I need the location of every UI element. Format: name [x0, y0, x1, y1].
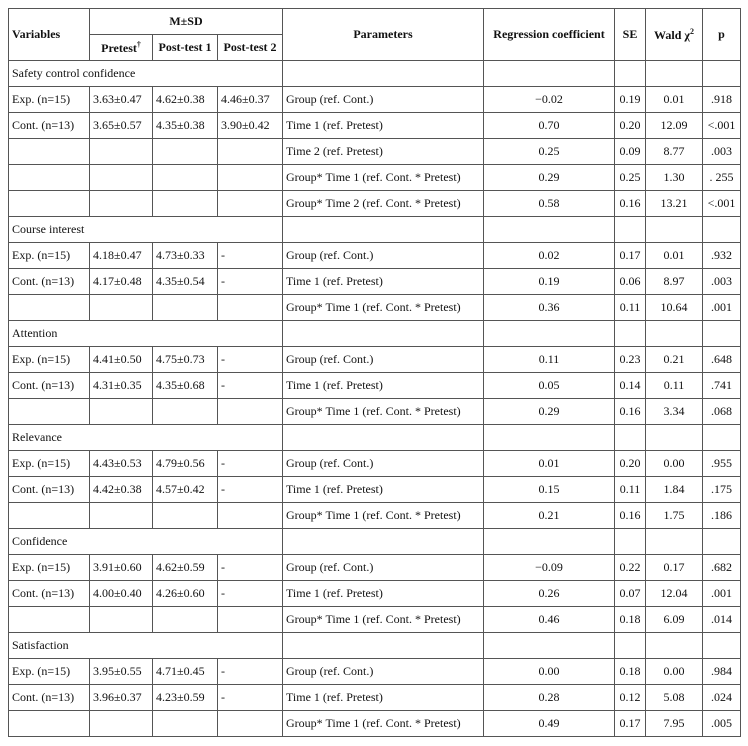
cell-p: . 255	[703, 165, 741, 191]
cell-se: 0.06	[615, 269, 646, 295]
cell-pretest: 3.63±0.47	[90, 87, 153, 113]
cell-p: <.001	[703, 191, 741, 217]
cell-post1	[153, 711, 218, 737]
header-coef: Regression coefficient	[484, 9, 615, 61]
cell-coef: 0.49	[484, 711, 615, 737]
table-row	[9, 555, 741, 581]
cell-parameter: Time 1 (ref. Pretest)	[283, 113, 484, 139]
section-row	[9, 633, 741, 659]
cell-se: 0.17	[615, 243, 646, 269]
cell-coef: 0.29	[484, 165, 615, 191]
empty-cell	[484, 321, 615, 347]
table-row	[9, 113, 741, 139]
cell-wald: 5.08	[646, 685, 703, 711]
table-row	[9, 347, 741, 373]
cell-post1: 4.75±0.73	[153, 347, 218, 373]
cell-post1: 4.26±0.60	[153, 581, 218, 607]
cell-pretest: 4.00±0.40	[90, 581, 153, 607]
cell-se: 0.16	[615, 399, 646, 425]
header-pretest-mark: †	[136, 39, 141, 49]
table-row	[9, 165, 741, 191]
cell-coef: 0.19	[484, 269, 615, 295]
cell-group	[9, 295, 90, 321]
cell-wald: 10.64	[646, 295, 703, 321]
header-wald-sup: 2	[689, 26, 694, 36]
empty-cell	[646, 217, 703, 243]
cell-wald: 3.34	[646, 399, 703, 425]
header-wald-label: Wald χ	[654, 27, 690, 42]
cell-group: Cont. (n=13)	[9, 113, 90, 139]
cell-parameter: Group* Time 1 (ref. Cont. * Pretest)	[283, 399, 484, 425]
cell-post1: 4.79±0.56	[153, 451, 218, 477]
empty-cell	[484, 633, 615, 659]
table-row	[9, 399, 741, 425]
cell-group: Exp. (n=15)	[9, 659, 90, 685]
cell-post1: 4.23±0.59	[153, 685, 218, 711]
cell-pretest	[90, 191, 153, 217]
cell-p: .984	[703, 659, 741, 685]
cell-group	[9, 191, 90, 217]
table-row	[9, 451, 741, 477]
table-row	[9, 581, 741, 607]
empty-cell	[646, 633, 703, 659]
cell-post2: -	[218, 243, 283, 269]
cell-post2	[218, 711, 283, 737]
cell-post2	[218, 503, 283, 529]
empty-cell	[484, 217, 615, 243]
cell-pretest: 3.95±0.55	[90, 659, 153, 685]
cell-group: Cont. (n=13)	[9, 685, 90, 711]
cell-p: .005	[703, 711, 741, 737]
cell-parameter: Group (ref. Cont.)	[283, 659, 484, 685]
cell-p: .955	[703, 451, 741, 477]
cell-wald: 7.95	[646, 711, 703, 737]
header-pretest-label: Pretest	[101, 40, 137, 55]
cell-p: .648	[703, 347, 741, 373]
section-title: Relevance	[9, 425, 283, 451]
cell-pretest: 4.31±0.35	[90, 373, 153, 399]
cell-parameter: Time 1 (ref. Pretest)	[283, 581, 484, 607]
cell-group	[9, 139, 90, 165]
section-title: Course interest	[9, 217, 283, 243]
cell-post2	[218, 139, 283, 165]
section-row	[9, 321, 741, 347]
cell-wald: 0.01	[646, 87, 703, 113]
cell-p: .014	[703, 607, 741, 633]
table-row	[9, 269, 741, 295]
header-post1: Post-test 1	[153, 35, 218, 61]
cell-coef: 0.21	[484, 503, 615, 529]
empty-cell	[646, 61, 703, 87]
cell-pretest	[90, 399, 153, 425]
cell-group: Exp. (n=15)	[9, 555, 90, 581]
table-row	[9, 373, 741, 399]
section-row	[9, 529, 741, 555]
cell-post2: -	[218, 373, 283, 399]
cell-post2	[218, 295, 283, 321]
cell-p: .001	[703, 581, 741, 607]
section-title: Safety control confidence	[9, 61, 283, 87]
cell-parameter: Group* Time 1 (ref. Cont. * Pretest)	[283, 295, 484, 321]
empty-cell	[484, 61, 615, 87]
cell-group	[9, 165, 90, 191]
cell-post2	[218, 607, 283, 633]
empty-cell	[283, 529, 484, 555]
header-se: SE	[615, 9, 646, 61]
header-p: p	[703, 9, 741, 61]
empty-cell	[283, 425, 484, 451]
empty-cell	[484, 425, 615, 451]
cell-pretest: 3.96±0.37	[90, 685, 153, 711]
cell-p: .741	[703, 373, 741, 399]
cell-coef: 0.36	[484, 295, 615, 321]
cell-post2: -	[218, 269, 283, 295]
cell-se: 0.11	[615, 477, 646, 503]
cell-pretest	[90, 503, 153, 529]
cell-post1: 4.73±0.33	[153, 243, 218, 269]
cell-wald: 1.75	[646, 503, 703, 529]
empty-cell	[615, 321, 646, 347]
table-row	[9, 87, 741, 113]
cell-se: 0.12	[615, 685, 646, 711]
table-row	[9, 295, 741, 321]
empty-cell	[703, 321, 741, 347]
empty-cell	[615, 61, 646, 87]
empty-cell	[283, 217, 484, 243]
section-row	[9, 425, 741, 451]
cell-post1	[153, 165, 218, 191]
cell-wald: 12.09	[646, 113, 703, 139]
header-pretest	[90, 35, 153, 61]
cell-post1: 4.71±0.45	[153, 659, 218, 685]
cell-wald: 12.04	[646, 581, 703, 607]
cell-se: 0.16	[615, 191, 646, 217]
cell-parameter: Group* Time 1 (ref. Cont. * Pretest)	[283, 607, 484, 633]
cell-coef: 0.00	[484, 659, 615, 685]
cell-wald: 0.21	[646, 347, 703, 373]
cell-post2: -	[218, 581, 283, 607]
cell-post2	[218, 399, 283, 425]
empty-cell	[703, 217, 741, 243]
cell-coef: 0.46	[484, 607, 615, 633]
cell-parameter: Time 1 (ref. Pretest)	[283, 477, 484, 503]
cell-parameter: Group (ref. Cont.)	[283, 347, 484, 373]
cell-se: 0.16	[615, 503, 646, 529]
empty-cell	[283, 61, 484, 87]
table-row	[9, 711, 741, 737]
cell-p: .001	[703, 295, 741, 321]
cell-parameter: Time 1 (ref. Pretest)	[283, 269, 484, 295]
cell-pretest: 3.91±0.60	[90, 555, 153, 581]
cell-parameter: Group* Time 1 (ref. Cont. * Pretest)	[283, 711, 484, 737]
cell-se: 0.18	[615, 607, 646, 633]
cell-p: .024	[703, 685, 741, 711]
cell-post2: -	[218, 451, 283, 477]
cell-post2: -	[218, 477, 283, 503]
table-row	[9, 139, 741, 165]
cell-pretest	[90, 165, 153, 191]
cell-se: 0.20	[615, 451, 646, 477]
cell-post1: 4.35±0.68	[153, 373, 218, 399]
cell-parameter: Time 1 (ref. Pretest)	[283, 685, 484, 711]
cell-pretest: 4.18±0.47	[90, 243, 153, 269]
cell-se: 0.07	[615, 581, 646, 607]
empty-cell	[646, 425, 703, 451]
cell-wald: 0.17	[646, 555, 703, 581]
cell-pretest	[90, 139, 153, 165]
empty-cell	[615, 425, 646, 451]
cell-coef: 0.02	[484, 243, 615, 269]
empty-cell	[646, 529, 703, 555]
cell-pretest: 4.17±0.48	[90, 269, 153, 295]
cell-p: .682	[703, 555, 741, 581]
empty-cell	[646, 321, 703, 347]
cell-parameter: Group (ref. Cont.)	[283, 87, 484, 113]
cell-p: .186	[703, 503, 741, 529]
table-body	[9, 61, 741, 737]
table-row	[9, 503, 741, 529]
cell-coef: −0.09	[484, 555, 615, 581]
section-row	[9, 61, 741, 87]
cell-parameter: Group* Time 1 (ref. Cont. * Pretest)	[283, 503, 484, 529]
cell-wald: 8.97	[646, 269, 703, 295]
section-title: Confidence	[9, 529, 283, 555]
cell-wald: 8.77	[646, 139, 703, 165]
cell-se: 0.17	[615, 711, 646, 737]
cell-post1: 4.62±0.59	[153, 555, 218, 581]
cell-coef: 0.05	[484, 373, 615, 399]
cell-post1: 4.57±0.42	[153, 477, 218, 503]
empty-cell	[283, 633, 484, 659]
cell-se: 0.20	[615, 113, 646, 139]
table-row	[9, 659, 741, 685]
section-title: Satisfaction	[9, 633, 283, 659]
cell-group	[9, 607, 90, 633]
cell-post1	[153, 503, 218, 529]
cell-coef: 0.70	[484, 113, 615, 139]
cell-parameter: Group (ref. Cont.)	[283, 243, 484, 269]
table-row	[9, 477, 741, 503]
cell-wald: 0.00	[646, 659, 703, 685]
cell-parameter: Time 2 (ref. Pretest)	[283, 139, 484, 165]
cell-post2: -	[218, 685, 283, 711]
cell-pretest: 4.43±0.53	[90, 451, 153, 477]
cell-p: .068	[703, 399, 741, 425]
cell-wald: 1.30	[646, 165, 703, 191]
cell-coef: 0.25	[484, 139, 615, 165]
cell-group: Exp. (n=15)	[9, 347, 90, 373]
cell-group: Cont. (n=13)	[9, 269, 90, 295]
cell-wald: 0.00	[646, 451, 703, 477]
cell-pretest: 3.65±0.57	[90, 113, 153, 139]
cell-p: .003	[703, 269, 741, 295]
cell-pretest	[90, 607, 153, 633]
cell-post1: 4.35±0.54	[153, 269, 218, 295]
cell-wald: 1.84	[646, 477, 703, 503]
cell-post2: -	[218, 659, 283, 685]
cell-coef: 0.58	[484, 191, 615, 217]
cell-wald: 0.11	[646, 373, 703, 399]
cell-post1	[153, 139, 218, 165]
cell-parameter: Time 1 (ref. Pretest)	[283, 373, 484, 399]
cell-coef: 0.15	[484, 477, 615, 503]
cell-coef: −0.02	[484, 87, 615, 113]
cell-se: 0.25	[615, 165, 646, 191]
table-row	[9, 191, 741, 217]
header-post2: Post-test 2	[218, 35, 283, 61]
cell-se: 0.22	[615, 555, 646, 581]
cell-group: Exp. (n=15)	[9, 243, 90, 269]
cell-post2: -	[218, 555, 283, 581]
cell-parameter: Group (ref. Cont.)	[283, 555, 484, 581]
cell-se: 0.18	[615, 659, 646, 685]
cell-post1: 4.35±0.38	[153, 113, 218, 139]
empty-cell	[703, 61, 741, 87]
empty-cell	[615, 529, 646, 555]
cell-post2: 4.46±0.37	[218, 87, 283, 113]
cell-se: 0.09	[615, 139, 646, 165]
cell-parameter: Group (ref. Cont.)	[283, 451, 484, 477]
cell-post2	[218, 191, 283, 217]
cell-group	[9, 399, 90, 425]
cell-p: <.001	[703, 113, 741, 139]
cell-post1	[153, 399, 218, 425]
table-row	[9, 243, 741, 269]
header-variables: Variables	[9, 9, 90, 61]
cell-wald: 13.21	[646, 191, 703, 217]
empty-cell	[484, 529, 615, 555]
empty-cell	[703, 425, 741, 451]
cell-post2: 3.90±0.42	[218, 113, 283, 139]
cell-p: .003	[703, 139, 741, 165]
cell-se: 0.19	[615, 87, 646, 113]
header-parameters: Parameters	[283, 9, 484, 61]
cell-p: .918	[703, 87, 741, 113]
cell-group	[9, 503, 90, 529]
empty-cell	[283, 321, 484, 347]
cell-parameter: Group* Time 1 (ref. Cont. * Pretest)	[283, 165, 484, 191]
cell-post1	[153, 295, 218, 321]
cell-post2: -	[218, 347, 283, 373]
cell-pretest	[90, 711, 153, 737]
cell-group: Cont. (n=13)	[9, 477, 90, 503]
cell-parameter: Group* Time 2 (ref. Cont. * Pretest)	[283, 191, 484, 217]
cell-pretest	[90, 295, 153, 321]
section-row	[9, 217, 741, 243]
cell-wald: 6.09	[646, 607, 703, 633]
header-wald	[646, 9, 703, 61]
table-row	[9, 685, 741, 711]
table-row	[9, 607, 741, 633]
cell-se: 0.23	[615, 347, 646, 373]
empty-cell	[615, 217, 646, 243]
cell-pretest: 4.42±0.38	[90, 477, 153, 503]
cell-coef: 0.29	[484, 399, 615, 425]
cell-post1	[153, 607, 218, 633]
cell-p: .175	[703, 477, 741, 503]
cell-p: .932	[703, 243, 741, 269]
empty-cell	[615, 633, 646, 659]
empty-cell	[703, 529, 741, 555]
cell-pretest: 4.41±0.50	[90, 347, 153, 373]
header-msd: M±SD	[90, 9, 283, 35]
cell-group: Exp. (n=15)	[9, 87, 90, 113]
cell-post1: 4.62±0.38	[153, 87, 218, 113]
cell-group: Cont. (n=13)	[9, 373, 90, 399]
cell-group: Cont. (n=13)	[9, 581, 90, 607]
cell-se: 0.11	[615, 295, 646, 321]
cell-post1	[153, 191, 218, 217]
empty-cell	[703, 633, 741, 659]
cell-coef: 0.28	[484, 685, 615, 711]
cell-coef: 0.11	[484, 347, 615, 373]
cell-se: 0.14	[615, 373, 646, 399]
cell-group	[9, 711, 90, 737]
cell-group: Exp. (n=15)	[9, 451, 90, 477]
cell-post2	[218, 165, 283, 191]
section-title: Attention	[9, 321, 283, 347]
cell-wald: 0.01	[646, 243, 703, 269]
results-table	[8, 8, 741, 737]
cell-coef: 0.01	[484, 451, 615, 477]
cell-coef: 0.26	[484, 581, 615, 607]
